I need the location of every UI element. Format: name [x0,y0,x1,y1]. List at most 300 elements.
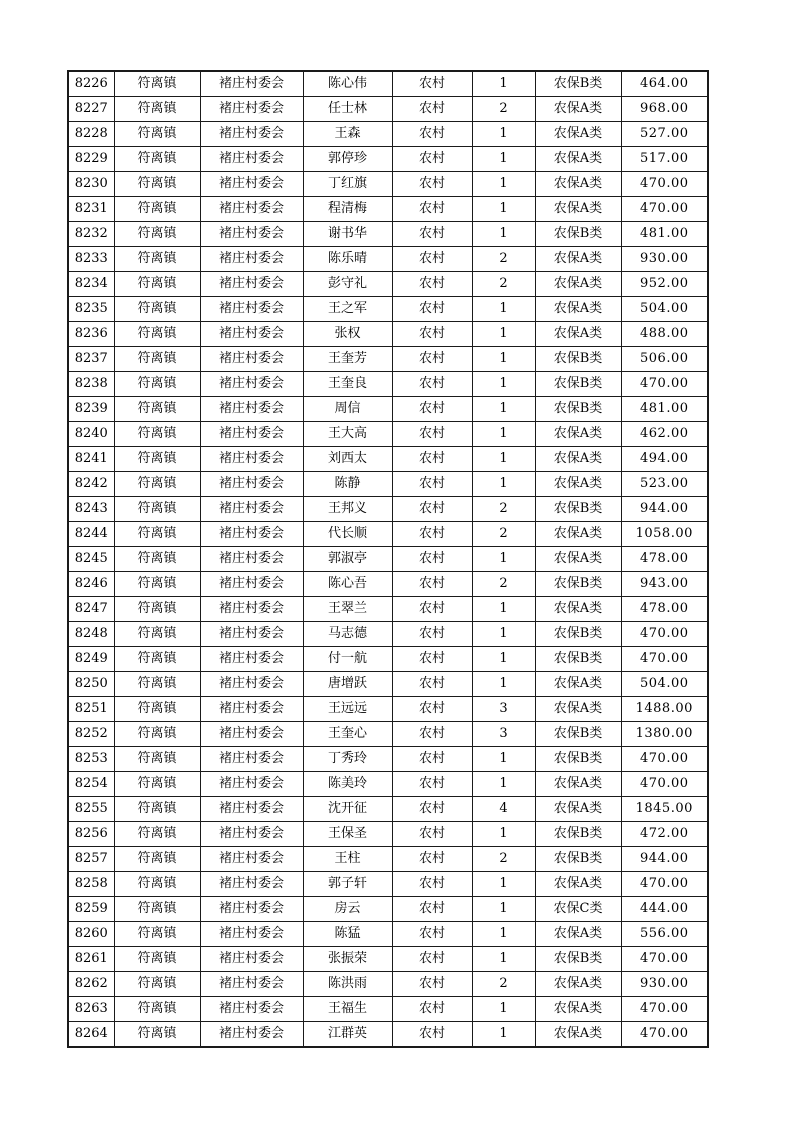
cell-household_count: 1 [472,747,535,772]
cell-household_count: 1 [472,397,535,422]
cell-residence: 农村 [392,572,472,597]
cell-residence: 农村 [392,222,472,247]
cell-insurance_category: 农保A类 [535,547,621,572]
cell-village: 褚庄村委会 [200,822,303,847]
table-row [68,472,708,497]
cell-id: 8248 [68,622,114,647]
cell-id: 8245 [68,547,114,572]
cell-name: 王之军 [303,297,392,322]
cell-residence: 农村 [392,522,472,547]
cell-village: 褚庄村委会 [200,747,303,772]
cell-residence: 农村 [392,947,472,972]
cell-insurance_category: 农保A类 [535,472,621,497]
cell-amount: 1488.00 [621,697,708,722]
cell-village: 褚庄村委会 [200,322,303,347]
cell-village: 褚庄村委会 [200,397,303,422]
cell-amount: 470.00 [621,772,708,797]
insurance-payment-table [67,70,709,1048]
cell-village: 褚庄村委会 [200,422,303,447]
cell-id: 8251 [68,697,114,722]
cell-id: 8259 [68,897,114,922]
cell-amount: 472.00 [621,822,708,847]
cell-town: 符离镇 [114,397,200,422]
cell-id: 8237 [68,347,114,372]
cell-amount: 523.00 [621,472,708,497]
cell-household_count: 1 [472,947,535,972]
cell-id: 8250 [68,672,114,697]
cell-amount: 968.00 [621,97,708,122]
cell-village: 褚庄村委会 [200,272,303,297]
cell-name: 任士林 [303,97,392,122]
cell-village: 褚庄村委会 [200,447,303,472]
cell-village: 褚庄村委会 [200,647,303,672]
cell-id: 8252 [68,722,114,747]
cell-amount: 506.00 [621,347,708,372]
cell-village: 褚庄村委会 [200,547,303,572]
cell-village: 褚庄村委会 [200,147,303,172]
cell-residence: 农村 [392,622,472,647]
cell-id: 8246 [68,572,114,597]
table-row [68,522,708,547]
table-row [68,597,708,622]
cell-name: 马志德 [303,622,392,647]
cell-name: 王福生 [303,997,392,1022]
cell-household_count: 2 [472,972,535,997]
cell-id: 8233 [68,247,114,272]
cell-town: 符离镇 [114,297,200,322]
cell-amount: 943.00 [621,572,708,597]
cell-town: 符离镇 [114,847,200,872]
cell-insurance_category: 农保B类 [535,747,621,772]
cell-name: 王邦义 [303,497,392,522]
cell-name: 唐增跃 [303,672,392,697]
cell-id: 8235 [68,297,114,322]
cell-id: 8229 [68,147,114,172]
cell-village: 褚庄村委会 [200,997,303,1022]
cell-id: 8262 [68,972,114,997]
cell-household_count: 2 [472,847,535,872]
cell-name: 王奎良 [303,372,392,397]
cell-amount: 470.00 [621,1022,708,1048]
cell-residence: 农村 [392,147,472,172]
cell-amount: 470.00 [621,372,708,397]
cell-amount: 944.00 [621,497,708,522]
cell-name: 王大高 [303,422,392,447]
cell-residence: 农村 [392,272,472,297]
cell-amount: 488.00 [621,322,708,347]
cell-insurance_category: 农保B类 [535,397,621,422]
cell-name: 王保圣 [303,822,392,847]
cell-name: 付一航 [303,647,392,672]
cell-town: 符离镇 [114,972,200,997]
cell-insurance_category: 农保A类 [535,322,621,347]
cell-residence: 农村 [392,247,472,272]
cell-town: 符离镇 [114,647,200,672]
cell-id: 8244 [68,522,114,547]
cell-town: 符离镇 [114,447,200,472]
cell-insurance_category: 农保A类 [535,197,621,222]
cell-town: 符离镇 [114,147,200,172]
cell-residence: 农村 [392,697,472,722]
cell-household_count: 1 [472,672,535,697]
table-row [68,322,708,347]
cell-residence: 农村 [392,71,472,97]
cell-name: 王翠兰 [303,597,392,622]
cell-town: 符离镇 [114,222,200,247]
table-row [68,422,708,447]
cell-amount: 930.00 [621,247,708,272]
table-row [68,897,708,922]
table-row [68,147,708,172]
cell-household_count: 1 [472,472,535,497]
cell-name: 谢书华 [303,222,392,247]
cell-village: 褚庄村委会 [200,597,303,622]
cell-household_count: 2 [472,522,535,547]
cell-insurance_category: 农保A类 [535,272,621,297]
cell-name: 陈心吾 [303,572,392,597]
cell-id: 8226 [68,71,114,97]
cell-village: 褚庄村委会 [200,97,303,122]
cell-amount: 952.00 [621,272,708,297]
cell-household_count: 3 [472,722,535,747]
table-row [68,722,708,747]
cell-village: 褚庄村委会 [200,71,303,97]
table-row [68,922,708,947]
cell-insurance_category: 农保A类 [535,97,621,122]
cell-name: 刘西太 [303,447,392,472]
cell-insurance_category: 农保A类 [535,297,621,322]
cell-household_count: 1 [472,422,535,447]
cell-id: 8240 [68,422,114,447]
table-row [68,397,708,422]
cell-town: 符离镇 [114,947,200,972]
table-row [68,497,708,522]
cell-town: 符离镇 [114,347,200,372]
cell-residence: 农村 [392,997,472,1022]
cell-residence: 农村 [392,1022,472,1048]
cell-id: 8263 [68,997,114,1022]
cell-village: 褚庄村委会 [200,222,303,247]
cell-household_count: 2 [472,497,535,522]
cell-residence: 农村 [392,722,472,747]
cell-residence: 农村 [392,872,472,897]
cell-insurance_category: 农保A类 [535,922,621,947]
cell-name: 王森 [303,122,392,147]
cell-amount: 1845.00 [621,797,708,822]
cell-residence: 农村 [392,372,472,397]
cell-name: 房云 [303,897,392,922]
cell-household_count: 1 [472,547,535,572]
cell-name: 郭子轩 [303,872,392,897]
table-row [68,247,708,272]
cell-village: 褚庄村委会 [200,122,303,147]
table-row [68,297,708,322]
cell-amount: 478.00 [621,597,708,622]
cell-insurance_category: 农保A类 [535,147,621,172]
cell-village: 褚庄村委会 [200,797,303,822]
cell-residence: 农村 [392,847,472,872]
cell-village: 褚庄村委会 [200,772,303,797]
cell-household_count: 1 [472,922,535,947]
cell-village: 褚庄村委会 [200,497,303,522]
cell-id: 8228 [68,122,114,147]
cell-town: 符离镇 [114,772,200,797]
cell-insurance_category: 农保A类 [535,447,621,472]
table-row [68,847,708,872]
cell-id: 8238 [68,372,114,397]
cell-town: 符离镇 [114,422,200,447]
cell-name: 沈开征 [303,797,392,822]
cell-insurance_category: 农保A类 [535,1022,621,1048]
cell-village: 褚庄村委会 [200,572,303,597]
cell-town: 符离镇 [114,1022,200,1048]
table-row [68,122,708,147]
cell-residence: 农村 [392,597,472,622]
cell-id: 8232 [68,222,114,247]
cell-village: 褚庄村委会 [200,722,303,747]
cell-id: 8258 [68,872,114,897]
cell-household_count: 1 [472,147,535,172]
cell-id: 8236 [68,322,114,347]
table-row [68,547,708,572]
cell-village: 褚庄村委会 [200,847,303,872]
cell-residence: 农村 [392,122,472,147]
cell-household_count: 1 [472,872,535,897]
cell-village: 褚庄村委会 [200,1022,303,1048]
cell-town: 符离镇 [114,622,200,647]
cell-household_count: 2 [472,97,535,122]
cell-village: 褚庄村委会 [200,197,303,222]
cell-residence: 农村 [392,747,472,772]
cell-id: 8264 [68,1022,114,1048]
table-row [68,572,708,597]
cell-insurance_category: 农保A类 [535,597,621,622]
cell-residence: 农村 [392,797,472,822]
cell-residence: 农村 [392,672,472,697]
cell-insurance_category: 农保B类 [535,372,621,397]
cell-amount: 444.00 [621,897,708,922]
cell-id: 8249 [68,647,114,672]
cell-residence: 农村 [392,647,472,672]
cell-town: 符离镇 [114,247,200,272]
cell-amount: 464.00 [621,71,708,97]
cell-amount: 478.00 [621,547,708,572]
table-row [68,997,708,1022]
cell-name: 陈美玲 [303,772,392,797]
cell-id: 8255 [68,797,114,822]
cell-insurance_category: 农保B类 [535,822,621,847]
cell-household_count: 1 [472,347,535,372]
cell-amount: 930.00 [621,972,708,997]
cell-id: 8257 [68,847,114,872]
table-row [68,772,708,797]
cell-id: 8241 [68,447,114,472]
cell-name: 陈猛 [303,922,392,947]
cell-insurance_category: 农保B类 [535,497,621,522]
cell-town: 符离镇 [114,747,200,772]
cell-village: 褚庄村委会 [200,622,303,647]
table-row [68,622,708,647]
cell-id: 8230 [68,172,114,197]
cell-insurance_category: 农保A类 [535,997,621,1022]
table-row [68,272,708,297]
cell-household_count: 1 [472,222,535,247]
cell-name: 陈乐晴 [303,247,392,272]
cell-town: 符离镇 [114,97,200,122]
cell-residence: 农村 [392,447,472,472]
cell-amount: 470.00 [621,747,708,772]
cell-insurance_category: 农保A类 [535,672,621,697]
cell-insurance_category: 农保B类 [535,947,621,972]
cell-town: 符离镇 [114,272,200,297]
cell-amount: 470.00 [621,647,708,672]
cell-town: 符离镇 [114,372,200,397]
cell-insurance_category: 农保B类 [535,347,621,372]
cell-residence: 农村 [392,347,472,372]
table-row [68,71,708,97]
cell-amount: 462.00 [621,422,708,447]
cell-residence: 农村 [392,972,472,997]
cell-household_count: 1 [472,822,535,847]
cell-insurance_category: 农保A类 [535,122,621,147]
cell-name: 彭守礼 [303,272,392,297]
cell-village: 褚庄村委会 [200,472,303,497]
table-row [68,172,708,197]
cell-name: 丁红旗 [303,172,392,197]
cell-amount: 527.00 [621,122,708,147]
cell-insurance_category: 农保A类 [535,247,621,272]
cell-amount: 481.00 [621,397,708,422]
cell-id: 8231 [68,197,114,222]
cell-name: 陈洪雨 [303,972,392,997]
table-row [68,97,708,122]
cell-insurance_category: 农保A类 [535,172,621,197]
cell-amount: 470.00 [621,172,708,197]
cell-amount: 470.00 [621,197,708,222]
cell-amount: 494.00 [621,447,708,472]
cell-name: 代长顺 [303,522,392,547]
table-row [68,747,708,772]
cell-residence: 农村 [392,547,472,572]
table-body [68,71,708,1047]
cell-id: 8234 [68,272,114,297]
cell-name: 王奎心 [303,722,392,747]
cell-village: 褚庄村委会 [200,872,303,897]
cell-household_count: 1 [472,372,535,397]
table-row [68,197,708,222]
cell-village: 褚庄村委会 [200,347,303,372]
cell-town: 符离镇 [114,897,200,922]
cell-town: 符离镇 [114,197,200,222]
cell-id: 8227 [68,97,114,122]
cell-insurance_category: 农保C类 [535,897,621,922]
cell-household_count: 2 [472,247,535,272]
cell-village: 褚庄村委会 [200,247,303,272]
cell-insurance_category: 农保B类 [535,71,621,97]
cell-household_count: 2 [472,272,535,297]
cell-town: 符离镇 [114,572,200,597]
cell-town: 符离镇 [114,922,200,947]
cell-residence: 农村 [392,172,472,197]
cell-residence: 农村 [392,472,472,497]
cell-household_count: 1 [472,322,535,347]
cell-name: 郭淑亭 [303,547,392,572]
cell-insurance_category: 农保A类 [535,972,621,997]
cell-id: 8243 [68,497,114,522]
cell-amount: 470.00 [621,997,708,1022]
table-row [68,672,708,697]
cell-id: 8239 [68,397,114,422]
table-row [68,947,708,972]
cell-amount: 517.00 [621,147,708,172]
cell-household_count: 1 [472,647,535,672]
cell-insurance_category: 农保B类 [535,572,621,597]
cell-household_count: 1 [472,597,535,622]
cell-household_count: 1 [472,122,535,147]
cell-id: 8261 [68,947,114,972]
cell-residence: 农村 [392,197,472,222]
cell-residence: 农村 [392,322,472,347]
table-row [68,797,708,822]
cell-residence: 农村 [392,422,472,447]
cell-household_count: 1 [472,447,535,472]
cell-household_count: 1 [472,297,535,322]
cell-town: 符离镇 [114,872,200,897]
cell-household_count: 3 [472,697,535,722]
cell-household_count: 1 [472,1022,535,1048]
cell-name: 丁秀玲 [303,747,392,772]
cell-town: 符离镇 [114,672,200,697]
table-row [68,347,708,372]
cell-town: 符离镇 [114,597,200,622]
cell-residence: 农村 [392,397,472,422]
cell-residence: 农村 [392,922,472,947]
cell-name: 王远远 [303,697,392,722]
cell-village: 褚庄村委会 [200,522,303,547]
cell-town: 符离镇 [114,997,200,1022]
cell-insurance_category: 农保B类 [535,222,621,247]
cell-village: 褚庄村委会 [200,372,303,397]
cell-household_count: 1 [472,997,535,1022]
cell-village: 褚庄村委会 [200,672,303,697]
table-row [68,872,708,897]
cell-amount: 1058.00 [621,522,708,547]
cell-insurance_category: 农保B类 [535,647,621,672]
cell-residence: 农村 [392,772,472,797]
cell-id: 8242 [68,472,114,497]
cell-insurance_category: 农保A类 [535,697,621,722]
cell-town: 符离镇 [114,322,200,347]
cell-town: 符离镇 [114,122,200,147]
cell-insurance_category: 农保A类 [535,422,621,447]
cell-village: 褚庄村委会 [200,297,303,322]
cell-town: 符离镇 [114,522,200,547]
cell-village: 褚庄村委会 [200,172,303,197]
cell-town: 符离镇 [114,71,200,97]
table-row [68,822,708,847]
cell-town: 符离镇 [114,472,200,497]
table-row [68,447,708,472]
cell-amount: 470.00 [621,947,708,972]
cell-name: 程清梅 [303,197,392,222]
cell-id: 8260 [68,922,114,947]
table-row [68,1022,708,1048]
cell-id: 8253 [68,747,114,772]
cell-town: 符离镇 [114,822,200,847]
cell-amount: 504.00 [621,672,708,697]
cell-amount: 944.00 [621,847,708,872]
cell-insurance_category: 农保B类 [535,722,621,747]
